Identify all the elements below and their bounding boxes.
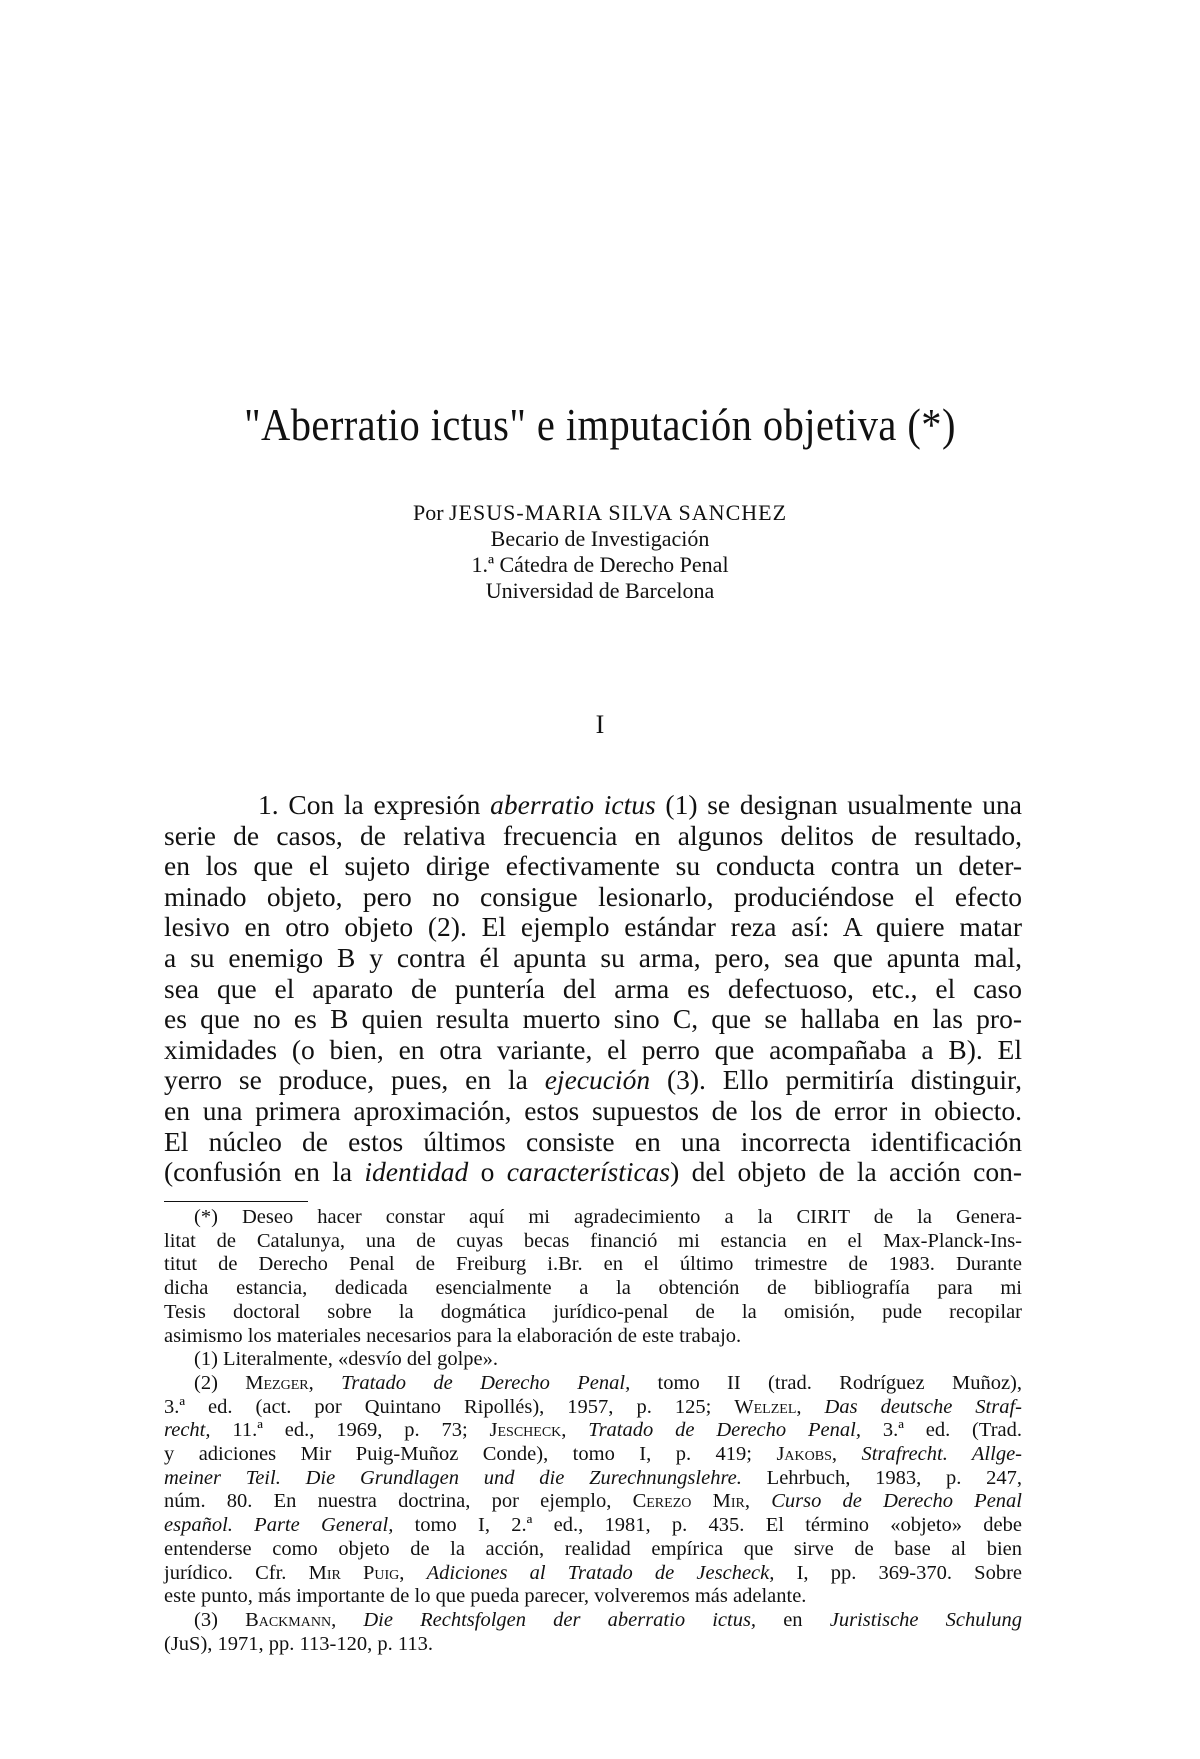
cited-author: Mezger	[245, 1371, 309, 1394]
text-run: o	[468, 1156, 507, 1188]
text-run: jurídico. Cfr.	[164, 1561, 309, 1584]
body-line: es que no es B quien resulta muerto sino C, que se hallaba en las pro-	[164, 1003, 1022, 1035]
text-run: (JuS), 1971, pp. 113-120, p. 113.	[164, 1632, 433, 1655]
body-line: en los que el sujeto dirige efectivamente su conducta contra un deter-	[164, 850, 1022, 882]
text-run: este punto, más importante de lo que pueda parecer, volveremos más adelante.	[164, 1585, 807, 1608]
author-name: JESUS-MARIA SILVA SANCHEZ	[449, 500, 788, 525]
body-line	[164, 1157, 1022, 1188]
footnote-line: litat de Catalunya, una de cuyas becas financió mi estancia en el Max-Planck-Ins-	[164, 1229, 1022, 1252]
body-line: minado objeto, pero no consigue lesionarlo, produciéndose el efecto	[164, 880, 1022, 912]
body-line	[164, 1065, 1022, 1096]
footnote-line: (1) Literalmente, «desvío del golpe».	[194, 1348, 498, 1371]
text-run: entenderse como objeto de la acción, realidad empírica que sirve de base al bien	[164, 1537, 1022, 1560]
italic-term: ejecución	[544, 1064, 651, 1096]
text-run: ,	[308, 1371, 342, 1394]
text-run: ,	[561, 1419, 589, 1442]
footnote-line	[164, 1538, 1022, 1562]
body-line	[164, 790, 1022, 821]
text-run: 1. Con la expresión	[258, 789, 491, 820]
affiliation-line: Becario de Investigación	[490, 526, 710, 551]
body-line: serie de casos, de relativa frecuencia en algunos delitos de resultado,	[164, 819, 1022, 851]
footnote-line	[164, 1490, 1022, 1514]
text-run: 3.ª ed. (act. por Quintano Ripollés), 1957, p. 125;	[164, 1395, 735, 1418]
cited-author: Cerezo Mir	[632, 1490, 745, 1513]
body-line: sea que el aparato de puntería del arma es defectuoso, etc., el caso	[164, 972, 1022, 1004]
text-run: núm. 80. En nuestra doctrina, por ejemplo,	[164, 1490, 633, 1513]
footnote-line: (*) Deseo hacer constar aquí mi agradecimiento a la CIRIT de la Genera-	[194, 1206, 1022, 1228]
body-line: a su enemigo B y contra él apunta su arma, pero, sea que apunta mal,	[164, 941, 1022, 973]
text-run: (confusión en la	[164, 1156, 365, 1188]
text-run: ) del objeto de la acción con-	[670, 1156, 1022, 1188]
author-prefix: Por	[412, 500, 444, 525]
italic-term: identidad	[364, 1156, 469, 1188]
text-run: (3). Ello permitiría distinguir,	[650, 1064, 1022, 1096]
text-run: (3)	[194, 1608, 246, 1631]
cited-author: Jescheck	[489, 1419, 562, 1442]
article-title: "Aberratio ictus" e imputación objetiva (*)	[244, 399, 956, 450]
cited-title: recht,	[164, 1419, 211, 1442]
text-run: yerro se produce, pues, en la	[164, 1064, 545, 1096]
body-line: El núcleo de estos últimos consiste en una incorrecta identificación	[164, 1125, 1022, 1157]
text-run: ,	[399, 1561, 427, 1584]
footnote-line: asimismo los materiales necesarios para la elaboración de este trabajo.	[164, 1324, 742, 1347]
footnote-line: dicha estancia, dedicada esencialmente a la obtención de bibliografía para mi	[164, 1277, 1022, 1300]
cited-title: Tratado de Derecho Penal,	[341, 1371, 631, 1394]
footnote-line	[164, 1443, 1022, 1467]
text-run: Lehrbuch, 1983, p. 247,	[741, 1466, 1023, 1489]
footnote-line	[164, 1609, 1022, 1633]
italic-term: características	[506, 1156, 671, 1188]
text-run: I, pp. 369-370. Sobre	[774, 1561, 1022, 1584]
cited-title: Das deutsche Straf-	[824, 1395, 1022, 1418]
italic-term: aberratio ictus	[490, 789, 656, 820]
cited-author: Mir Puig	[308, 1561, 400, 1584]
cited-title: Curso de Derecho Penal	[771, 1490, 1022, 1513]
text-run: ,	[744, 1490, 772, 1513]
text-run: 3.ª ed. (Trad.	[860, 1419, 1022, 1442]
text-run: (2)	[194, 1371, 246, 1394]
cited-title: Tratado de Derecho Penal,	[588, 1419, 861, 1442]
body-line: ximidades (o bien, en otra variante, el perro que acompañaba a B). El	[164, 1033, 1022, 1065]
footnote-line: Tesis doctoral sobre la dogmática jurídico-penal de la omisión, pude recopilar	[164, 1300, 1022, 1323]
text-run: tomo I, 2.ª ed., 1981, p. 435. El término «objeto» debe	[393, 1514, 1023, 1537]
cited-author: Jakobs	[776, 1443, 832, 1466]
text-run: en	[756, 1608, 830, 1631]
text-run: ,	[331, 1608, 364, 1631]
cited-author: Backmann	[245, 1608, 332, 1631]
cited-title: meiner Teil. Die Grundlagen und die Zurechnungslehre.	[164, 1466, 742, 1489]
footnotes	[164, 1206, 1022, 1656]
text-run: ,	[796, 1395, 825, 1418]
footnote-line	[164, 1585, 1022, 1609]
text-run: ,	[831, 1443, 862, 1466]
footnote-line	[164, 1633, 1022, 1657]
footnote-line	[164, 1467, 1022, 1491]
author-line	[0, 500, 1200, 526]
cited-title: Adiciones al Tratado de Jescheck,	[426, 1561, 775, 1584]
footnote-line	[164, 1372, 1022, 1396]
body-line: lesivo en otro objeto (2). El ejemplo estándar reza así: A quiere matar	[164, 911, 1022, 943]
text-run: y adiciones Mir Puig-Muñoz Conde), tomo I, p. 419;	[164, 1443, 777, 1466]
affiliation-line: Universidad de Barcelona	[485, 578, 715, 603]
footnote-line	[164, 1562, 1022, 1586]
body-line: en una primera aproximación, estos supuestos de los de error in obiecto.	[164, 1094, 1022, 1126]
text-run: 11.ª ed., 1969, p. 73;	[210, 1419, 490, 1442]
byline	[0, 500, 1200, 604]
footnote-line	[164, 1396, 1022, 1420]
text-run: (1) se designan usualmente una	[655, 789, 1022, 820]
affiliation-line: 1.ª Cátedra de Derecho Penal	[471, 552, 729, 577]
cited-title: Strafrecht. Allge-	[861, 1443, 1023, 1466]
body-text	[164, 790, 1022, 1188]
footnote-rule	[164, 1201, 308, 1202]
cited-title: Die Rechtsfolgen der aberratio ictus,	[363, 1608, 757, 1631]
text-run: tomo II (trad. Rodríguez Muñoz),	[630, 1371, 1022, 1394]
footnote-line: titut de Derecho Penal de Freiburg i.Br. en el último trimestre de 1983. Durante	[164, 1253, 1022, 1276]
cited-title: Juristische Schulung	[829, 1608, 1022, 1631]
footnote-line	[164, 1419, 1022, 1443]
section-number: I	[595, 710, 605, 739]
cited-author: Welzel	[734, 1395, 797, 1418]
footnote-line	[164, 1514, 1022, 1538]
cited-title: español. Parte General,	[164, 1514, 394, 1537]
